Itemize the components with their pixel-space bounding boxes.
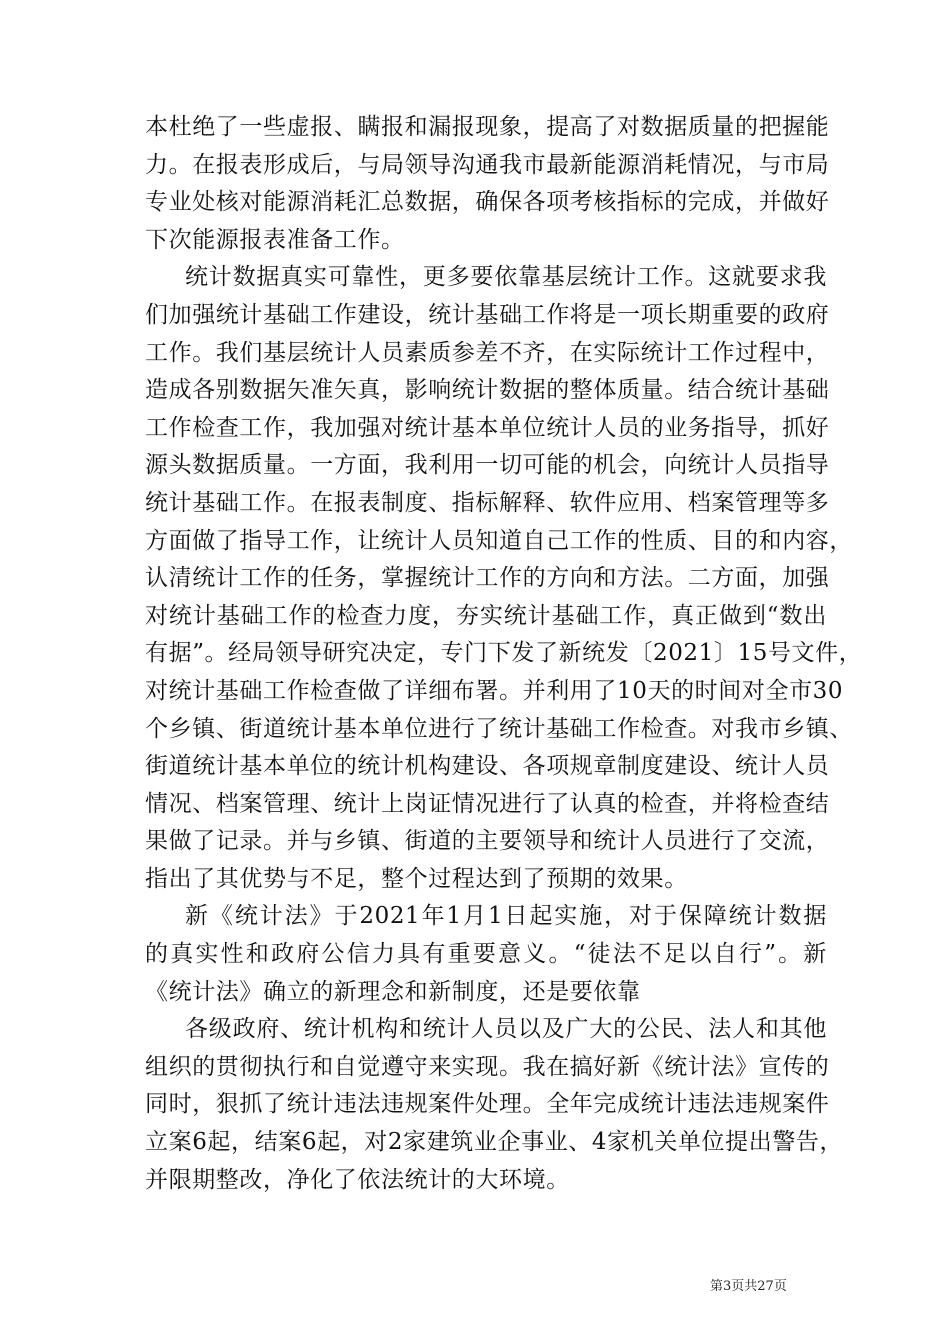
text-line: 对统计基础工作检查做了详细布署。并利用了10天的时间对全市30 [145,677,844,704]
text-line: 源头数据质量。一方面，我利用一切可能的机会，向统计人员指导 [145,452,830,479]
text-line: 《统计法》确立的新理念和新制度，还是要依靠 [145,978,641,1005]
text-line: 同时，狠抓了统计违法违规案件处理。全年完成统计违法违规案件 [145,1091,830,1118]
text-line: 工作。我们基层统计人员素质参差不齐，在实际统计工作过程中， [145,339,830,366]
document-body [145,109,863,1199]
text-line: 新《统计法》于2021年1月1日起实施，对于保障统计数据 [185,903,827,930]
text-line: 工作检查工作，我加强对统计基本单位统计人员的业务指导，抓好 [145,414,830,441]
text-line: 统计数据真实可靠性，更多要依靠基层统计工作。这就要求我 [185,264,827,291]
text-line: 们加强统计基础工作建设，统计基础工作将是一项长期重要的政府 [145,301,830,328]
text-line: 立案6起，结案6起，对2家建筑业企事业、4家机关单位提出警告， [145,1129,844,1156]
text-line: 情况、档案管理、统计上岗证情况进行了认真的检查，并将检查结 [145,790,830,817]
text-line: 力。在报表形成后，与局领导沟通我市最新能源消耗情况，与市局 [145,151,830,178]
text-line: 组织的贯彻执行和自觉遵守来实现。我在搞好新《统计法》宣传的 [145,1053,830,1080]
paragraph [145,1011,844,1199]
text-line: 的真实性和政府公信力具有重要意义。“徒法不足以自行”。新 [145,941,827,968]
text-line: 指出了其优势与不足，整个过程达到了预期的效果。 [145,865,688,892]
text-line: 有据”。经局领导研究决定，专门下发了新统发〔2021〕15号文件， [145,640,863,667]
paragraph [145,898,827,1011]
text-line: 方面做了指导工作，让统计人员知道自己工作的性质、目的和内容， [145,527,853,554]
page-number: 第3页共27页 [710,1279,787,1294]
text-line: 下次能源报表准备工作。 [145,226,405,253]
paragraph [145,259,863,898]
text-line: 对统计基础工作的检查力度，夯实统计基础工作，真正做到“数出 [145,602,827,629]
text-line: 并限期整改，净化了依法统计的大环境。 [145,1166,570,1193]
text-line: 统计基础工作。在报表制度、指标解释、软件应用、档案管理等多 [145,489,830,516]
text-line: 认清统计工作的任务，掌握统计工作的方向和方法。二方面，加强 [145,565,830,592]
text-line: 个乡镇、街道统计基本单位进行了统计基础工作检查。对我市乡镇、 [145,715,853,742]
text-line: 本杜绝了一些虚报、瞒报和漏报现象，提高了对数据质量的把握能 [145,114,830,140]
text-line: 造成各别数据矢准矢真，影响统计数据的整体质量。结合统计基础 [145,377,830,404]
text-line: 各级政府、统计机构和统计人员以及广大的公民、法人和其他 [185,1016,827,1043]
paragraph [145,109,830,259]
text-line: 专业处核对能源消耗汇总数据，确保各项考核指标的完成，并做好 [145,189,830,216]
text-line: 果做了记录。并与乡镇、街道的主要领导和统计人员进行了交流， [145,828,830,855]
text-line: 街道统计基本单位的统计机构建设、各项规章制度建设、统计人员 [145,753,830,780]
